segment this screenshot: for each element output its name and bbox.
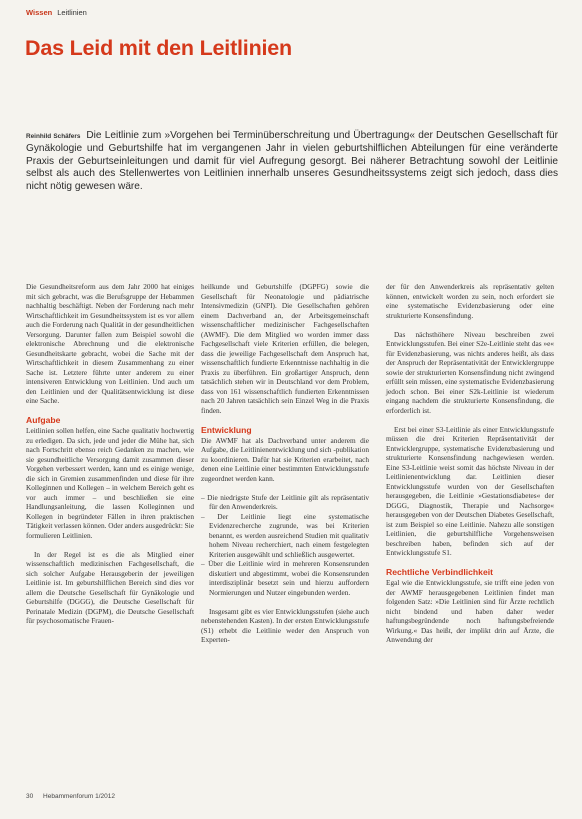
paragraph: Die AWMF hat als Dachverband unter anderem die Aufgabe, die Leitlinienentwicklung und sich -publikation zu koordinieren. Dafür hat sie Kriterien erarbeitet, nach denen eine Leitlinie einer bestimmten Entwicklungsstufe zugeordnet werden kann. [201,435,369,483]
paragraph: heilkunde und Geburtshilfe (DGPFG) sowie die Gesellschaft für Neonatologie und pädiatrische Intensivmedizin (GNPI). Die Gesellschaften gehören einem Dachverband an, der Arbeitsgemeinschaft wissenschaftlicher medizinischer Fachgesellschaften (AWMF). Die dem Mitglied wo worden immer dass Fachgesellschaft viele Kriterien erfüllen, die belegen, dass die jeweilige Fachgesellschaft dem Anspruch hat, wissenschaftlich fundierte Erkenntnisse nachhaltig in die Praxis zu überführen. Ein großartiger Anspruch, denn tatsächlich stehen wir in Deutschland vor dem Problem, dass von 161 wissenschaftlich fundierten Erkenntnissen nach 20 Jahren tatsächlich sein Einzel Weg in die Praxis finden. [201,282,369,415]
list-item: – Über die Leitlinie wird in mehreren Konsensrunden diskutiert und abgestimmt, wobei die Konsensrunden interdisziplinär besetzt sein und hierzu auffordern Normierungen und Nutzer eingebunden werden. [201,559,369,597]
section-rubric [26,8,87,17]
criteria-list [201,493,369,598]
paragraph: In der Regel ist es die als Mitglied einer wissenschaftlich medizinischen Fachgesellschaft, die sich solcher Aufgabe Herausgeberin der jeweiligen Leitlinie ist. Im geburtshilflichen Bereich sind dies vor allem die Deutsche Gesellschaft für Gynäkologie und Geburtshilfe (DGGG), die Deutsche Gesellschaft für Perinatale Medizin (DGPM), die Deutsche Gesellschaft für psychosomatische Frauen- [26,549,194,625]
paragraph: Das nächsthöhere Niveau beschreiben zwei Entwicklungsstufen. Bei einer S2e-Leitlinie steht das »e« für Evidenzbasierung, was nichts anderes heißt, als dass der Anspruch der Repräsentativität der Entwicklergruppe sowie der strukturierten Konsensfindung nicht zwingend erfüllt sein müssen, eine systematische Evidenzbasierung jedoch schon. Bei einer S2k-Leitlinie ist wiederum eingang nachdem die strukturierte Konsensfindung, die erforderlich ist. [386,329,554,415]
lead-text: Die Leitlinie zum »Vorgehen bei Terminüberschreitung und Übertragung« der Deutschen Gesellschaft für Gynäkologie und Geburtshilfe hat im vergangenen Jahr in vielen geburtshilflichen Abteilungen für eine veränderte Praxis der Geburtseinleitungen und damit für viel Aufregung gesorgt. Bei näherer Betrachtung sowohl der Leitlinie selbst als auch des Stellenwertes von Leitlinien innerhalb unseres Gesundheitssystems zeigt sich jedoch, dass dies nicht nötig gewesen wäre. [26,130,559,192]
text-column-1 [26,282,194,635]
list-item: – Die niedrigste Stufe der Leitlinie gilt als repräsentativ für den Anwenderkreis. [201,492,369,511]
subheading-aufgabe: Aufgabe [26,415,61,425]
article-title: Das Leid mit den Leitlinien [25,36,292,60]
author-name: Reinhild Schäfers [26,133,81,140]
issue-number: 1/2012 [95,793,115,800]
paragraph: der für den Anwenderkreis als repräsentativ gelten können, entwickelt worden zu sein, noch erfordert sie eine systematische Evidenzbasierung oder eine strukturierte Konsensfindung. [386,282,554,320]
page-footer [26,793,115,800]
list-item: – Der Leitlinie liegt eine systematische Evidenzrecherche zugrunde, was bei Kriterien benannt, es werden ausreichend Studien mit qualitativ hohem Niveau recherchiert, nach einem festgelegten Kriterien ausgewählt und schließlich ausgewertet. [201,511,369,559]
subheading-entwicklung: Entwicklung [201,424,252,435]
article-lead [26,130,558,193]
rubric-section: Wissen [26,8,53,17]
magazine-name: Hebammenforum [43,793,94,800]
paragraph: Leitlinien sollen helfen, eine Sache qualitativ hochwertig zu erledigen. Da sich, jede und jeder die Mühe hat, sich nach Fortschritt ebenso reich Gedanken zu machen, wie sie gesundheitliche Versorgung damit zusammen dieser Vorgehen verbessert werden, kann und es einige wenige, die sich in Gremien zusammenfinden und diese für ihre Kolleginnen und Kollegen – in welchem Bereich geht es vor auch immer – und beschließen sie eine Handlungsanleitung, die lassen Kolleginnen und Kollegen in begründeter Fällen in ihren praktischen Tätigkeit verlassen können. Oder anders ausgedrückt: Sie formulieren Leitlinien. [26,426,194,540]
text-column-2 [201,282,369,654]
paragraph: Insgesamt gibt es vier Entwicklungsstufen (siehe auch nebenstehenden Kasten). In der ersten Entwicklungsstufe (S1) erhebt die Leitlinie weder den Anspruch von Experten- [201,606,369,644]
paragraph: Egal wie die Entwicklungsstufe, sie trifft eine jeden von der AWMF herausgegebenen Leitlinien findet man folgenden Satz: »Die Leitlinien sind für Ärzte rechtlich nicht bindend und haben daher weder haftungsbegründende noch haftungsbefreiende Wirkung.« Das heißt, der implikt drin auf Ärzte, die Anwendung der [386,578,554,644]
paragraph: Erst bei einer S3-Leitlinie als einer Entwicklungsstufe müssen die drei Kriterien Repräsentativität der Entwicklergruppe, systematische Evidenzbasierung und strukturierte Konsensfindung nachgewiesen werden. Eine S3-Leitlinie weist somit das höchste Niveau in der Leitlinienentwicklung dar. Leitlinien dieser Entwicklungsstufe wurden von der Gesellschaften herausgegeben, die Leitlinie »Gestationsdiabetes« der DGGG, Diagnostik, Therapie und Nachsorge« herausgegeben von der Deutschen Diabetes Gesellschaft, ist zum Beispiel so eine Leitlinie. Nahezu alle sonstigen Leitlinien, die geburtshilfliche Vorgehensweisen beschreiben haben, befinden sich auf der Entwicklungsstufe S1. [386,424,554,557]
paragraph: Die Gesundheitsreform aus dem Jahr 2000 hat einiges mit sich gebracht, was die Berufsgruppe der Hebammen nachhaltig beschäftigt. Neben der Forderung nach mehr Wirtschaftlichkeit im Gesundheitssystem ist es vor allem auch die Forderung nach Qualität in der gesundheitlichen Versorgung. Darunter fallen zum Beispiel sowohl die elektronische Abrechnung und die elektronische Gesundheitskarte gebracht, wobei die Sache mit der Wirtschaftlichkeit in diesem Zusammenhang zu einer Sache ist. Letztere führte unter anderem zu einer intensiveren Entwicklung von Leitlinien. Und auch um den Leitlinien und der Qualitätsentwicklung ist diese eine Sache. [26,282,194,405]
text-column-3 [386,282,554,654]
rubric-topic: Leitlinien [57,8,87,17]
subheading-verbindlichkeit: Rechtliche Verbindlichkeit [386,567,493,577]
page-number: 30 [26,793,34,800]
